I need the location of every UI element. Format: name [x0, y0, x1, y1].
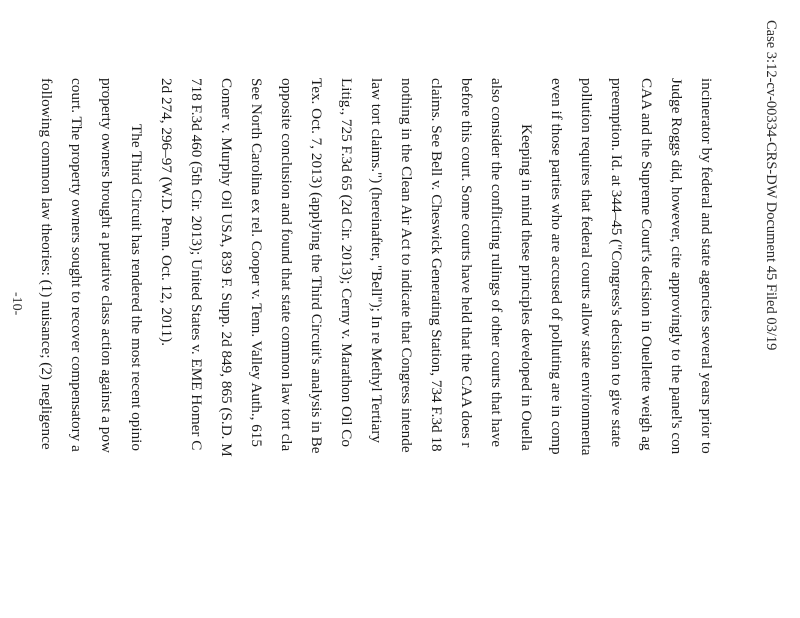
body-line-19: 2d 274, 296–97 (W.D. Penn. Oct. 12, 2011).: [158, 78, 175, 347]
body-line-4: preemption. Id. at 344–45 ("Congress's decision to give state: [608, 78, 625, 448]
body-line-12: law tort claims.") (hereinafter, "Bell"); In re Methyl Tertiary: [368, 78, 385, 443]
body-line-3: CAA and the Supreme Court's decision in Ouellette weigh ag: [638, 78, 655, 451]
body-line-9: before this court. Some courts have held that the CAA does r: [458, 78, 475, 448]
body-line-15: opposite conclusion and found that state common law tort cla: [278, 78, 295, 452]
body-line-6: even if those parties who are accused of polluting are in comp: [548, 78, 565, 455]
body-line-5: pollution requires that federal courts allow state environmenta: [578, 78, 595, 456]
body-line-23: following common law theories: (1) nuisance; (2) negligence: [38, 78, 55, 450]
body-line-2: Judge Roggs did, however, cite approvingly to the panel's con: [668, 78, 685, 455]
body-line-13: Litig., 725 F.3d 65 (2d Cir. 2013); Cerny v. Marathon Oil Co: [338, 78, 355, 448]
page-number: -10-: [9, 292, 24, 316]
body-line-18: 718 F.3d 460 (5th Cir. 2013); United States v. EME Homer C: [188, 78, 205, 451]
case-header: Case 3:12-cv-00334-CRS-DW Document 45 Filed 03/19: [763, 20, 779, 351]
body-line-11: nothing in the Clean Air Act to indicate that Congress intende: [398, 78, 415, 453]
body-line-1: incinerator by federal and state agencies several years prior to: [698, 78, 715, 454]
body-line-20: The Third Circuit has rendered the most recent opinio: [128, 124, 145, 451]
body-line-7: Keeping in mind these principles developed in Ouella: [518, 124, 535, 451]
body-line-21: property owners brought a putative class action against a pow: [98, 78, 115, 453]
body-line-8: also consider the conflicting rulings of other courts that have: [488, 78, 505, 448]
body-line-16: See North Carolina ex rel. Cooper v. Tenn. Valley Auth., 615: [248, 78, 265, 447]
body-line-17: Comer v. Murphy Oil USA, 839 F. Supp. 2d 849, 865 (S.D. M: [218, 78, 235, 457]
body-line-22: court. The property owners sought to recover compensatory a: [68, 78, 85, 452]
body-line-14: Tex. Oct. 7, 2013) (applying the Third Circuit's analysis in Be: [308, 78, 325, 454]
body-line-10: claims. See Bell v. Cheswick Generating Station, 734 F.3d 18: [428, 78, 445, 452]
